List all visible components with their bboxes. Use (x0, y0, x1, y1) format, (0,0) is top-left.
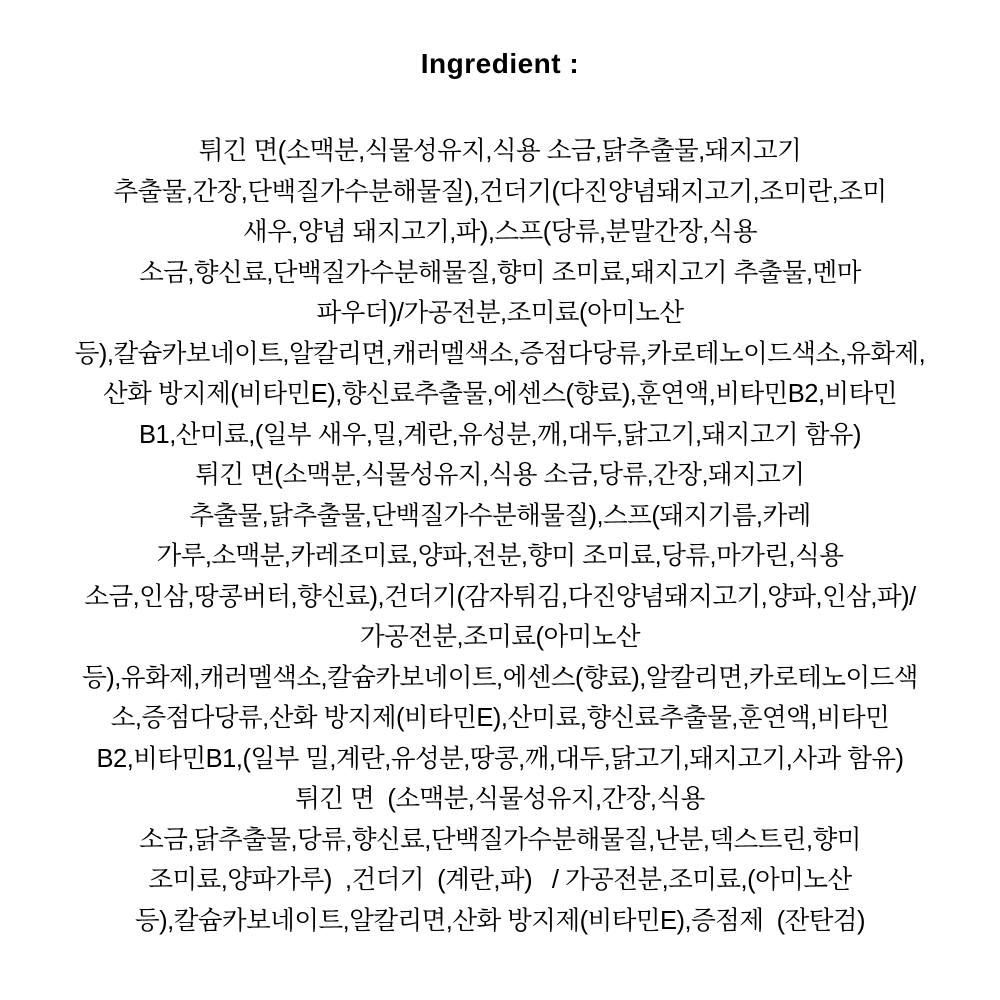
ingredient-line: 소금,향신료,단백질가수분해물질,향미 조미료,돼지고기 추출물,멘마 (139, 258, 861, 287)
ingredient-line: 등),칼슘카보네이트,알칼리면,산화 방지제(비타민E),증점제 (잔탄검) (134, 906, 866, 935)
ingredient-line: 튀긴 면 (소맥분,식물성유지,간장,식용 (295, 785, 705, 813)
ingredient-line: 등),칼슘카보네이트,알칼리면,캐러멜색소,증점다당류,카로테노이드색소,유화제, (74, 339, 926, 368)
ingredient-line: 가공전분,조미료(아미노산 (359, 623, 641, 651)
ingredient-line: 산화 방지제(비타민E),향신료추출물,에센스(향료),훈연액,비타민B2,비타민 (103, 380, 897, 408)
ingredient-line: 튀긴 면(소맥분,식물성유지,식용 소금,닭추출물,돼지고기 (198, 137, 802, 165)
page-title: Ingredient : (420, 48, 580, 79)
ingredient-line: B2,비타민B1,(일부 밀,계란,유성분,땅콩,깨,대두,닭고기,돼지고기,사과 함유) (96, 744, 904, 773)
ingredient-line: 가루,소맥분,카레조미료,양파,전분,향미 조미료,당류,마가린,식용 (156, 542, 844, 570)
ingredient-line: 소금,인삼,땅콩버터,향신료),건더기(감자튀김,다진양념돼지고기,양파,인삼,파)/ (84, 582, 916, 611)
ingredient-line: B1,산미료,(일부 새우,밀,계란,유성분,깨,대두,닭고기,돼지고기 함유) (139, 420, 861, 449)
ingredient-line: 튀긴 면(소맥분,식물성유지,식용 소금,당류,간장,돼지고기 (195, 461, 805, 489)
ingredient-line: 파우더)/가공전분,조미료(아미노산 (316, 299, 684, 327)
ingredient-line: 추출물,닭추출물,단백질가수분해물질),스프(돼지기름,카레 (189, 501, 811, 530)
ingredient-line: 소,증점다당류,산화 방지제(비타민E),산미료,향신료추출물,훈연액,비타민 (110, 704, 890, 732)
ingredient-line: 추출물,간장,단백질가수분해물질),건더기(다진양념돼지고기,조미란,조미 (113, 177, 887, 206)
ingredient-line: 새우,양념 돼지고기,파),스프(당류,분말간장,식용 (242, 218, 758, 246)
ingredient-line: 조미료,양파가루) ,건더기 (계란,파) / 가공전분,조미료,(아미노산 (148, 866, 852, 894)
ingredient-list (20, 131, 980, 941)
ingredient-line: 소금,닭추출물,당류,향신료,단백질가수분해물질,난분,덱스트린,향미 (139, 825, 861, 854)
ingredient-line: 등),유화제,캐러멜색소,칼슘카보네이트,에센스(향료),알칼리면,카로테노이드색 (82, 663, 918, 692)
